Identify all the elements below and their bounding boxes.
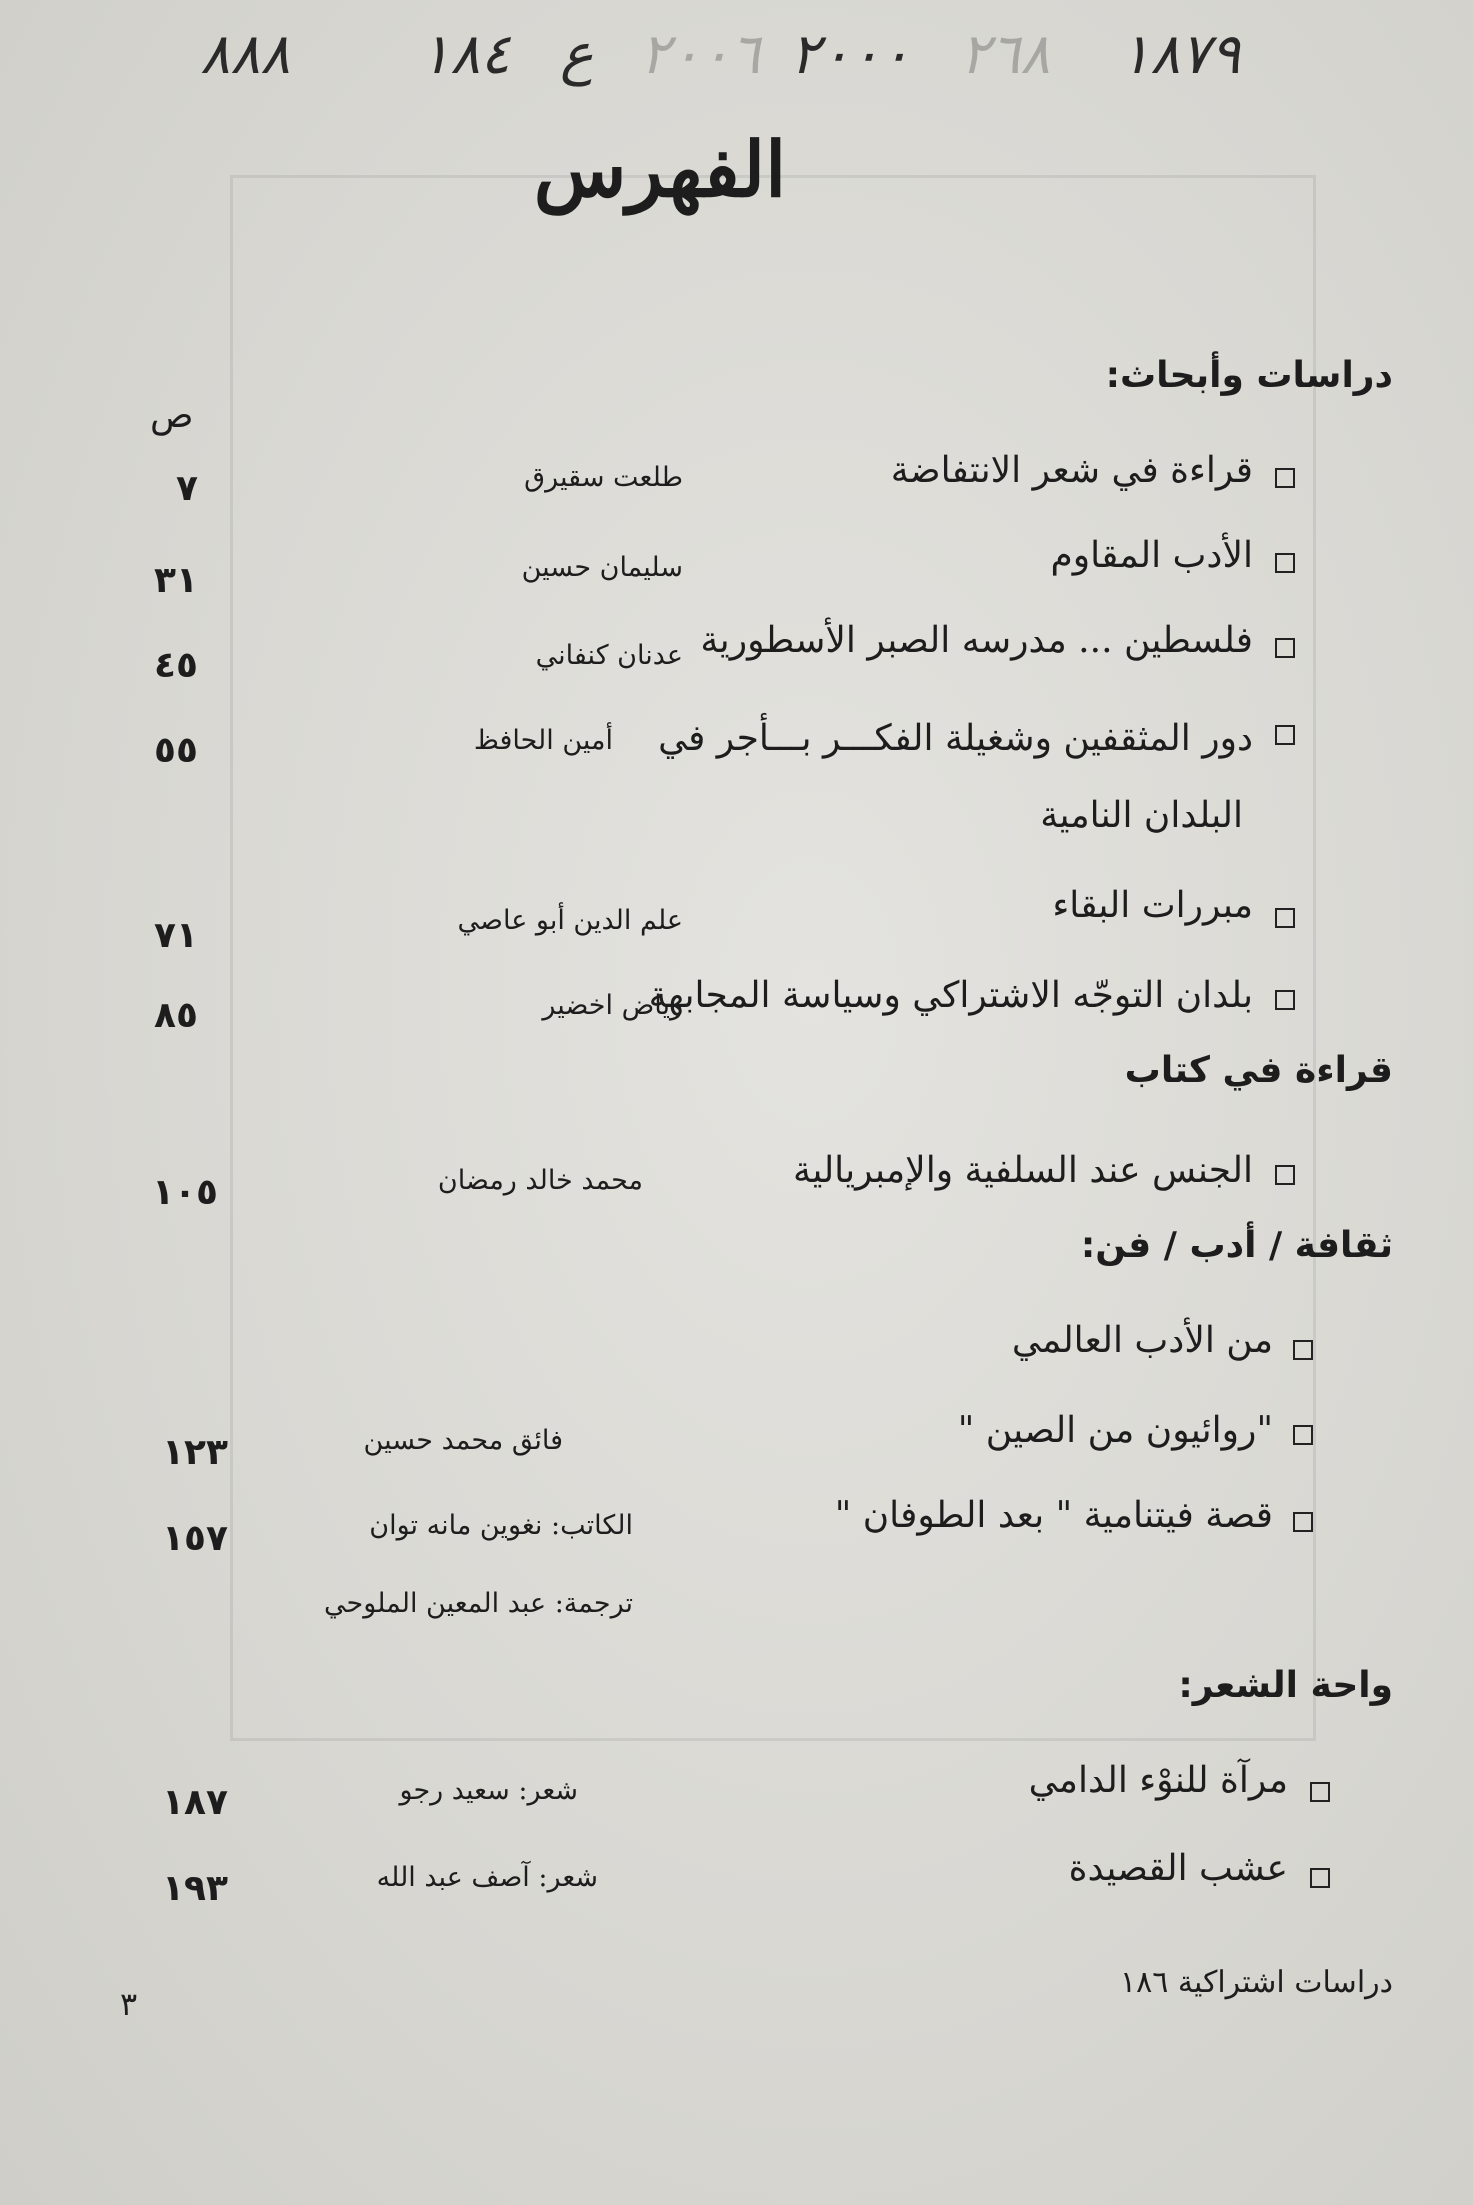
entry-author: طلعت سقيرق: [524, 462, 683, 493]
checkbox-bullet-icon: [1275, 468, 1295, 488]
entry-title: دور المثقفين وشغيلة الفكـــر بـــأجر في: [658, 718, 1253, 759]
entry-title-continued: البلدان النامية: [1040, 795, 1243, 836]
entry-title: قصة فيتنامية " بعد الطوفان ": [834, 1495, 1273, 1536]
entry-title: مبررات البقاء: [1052, 885, 1253, 926]
checkbox-bullet-icon: [1293, 1512, 1313, 1532]
handwritten-note-3: ع: [560, 22, 594, 87]
entry-page: ١٩٣: [162, 1868, 228, 1909]
checkbox-bullet-icon: [1275, 1165, 1295, 1185]
entry-author: شعر: آصف عبد الله: [376, 1862, 598, 1893]
entry-author: فائق محمد حسين: [363, 1425, 563, 1456]
handwritten-note-7: ١٨٧٩: [1120, 22, 1241, 87]
checkbox-bullet-icon: [1310, 1868, 1330, 1888]
section-heading-poetry: واحة الشعر:: [1178, 1665, 1393, 1706]
section-heading-studies: دراسات وأبحاث:: [1105, 355, 1393, 396]
section-heading-culture: ثقافة / أدب / فن:: [1080, 1225, 1393, 1266]
handwritten-note-1: ٨٨٨: [200, 22, 291, 87]
checkbox-bullet-icon: [1275, 553, 1295, 573]
page-title: الفهرس: [533, 125, 787, 214]
entry-title: الجنس عند السلفية والإمبريالية: [793, 1150, 1253, 1191]
entry-author: الكاتب: نغوين مانه توان: [369, 1510, 633, 1541]
entry-page: ٧: [176, 468, 198, 509]
page-column-label: ص: [150, 395, 194, 436]
entry-page: ٧١: [154, 915, 198, 956]
checkbox-bullet-icon: [1275, 725, 1295, 745]
entry-title: عشب القصيدة: [1068, 1848, 1288, 1889]
handwritten-note-6: ٢٦٨: [960, 22, 1051, 87]
handwritten-note-5: ٢٠٠٠: [790, 22, 911, 87]
entry-title: "روائيون من الصين ": [957, 1410, 1273, 1451]
checkbox-bullet-icon: [1275, 908, 1295, 928]
section-heading-book-reading: قراءة في كتاب: [1124, 1050, 1393, 1091]
entry-page: ١٨٧: [162, 1782, 228, 1823]
checkbox-bullet-icon: [1310, 1782, 1330, 1802]
checkbox-bullet-icon: [1293, 1425, 1313, 1445]
entry-author: عدنان كنفاني: [535, 640, 683, 671]
entry-title: فلسطين ... مدرسه الصبر الأسطورية: [700, 620, 1253, 661]
page-number: ٣: [120, 1985, 138, 2023]
checkbox-bullet-icon: [1275, 638, 1295, 658]
entry-page: ٥٥: [154, 730, 198, 771]
handwritten-note-4: ٢٠٠٦: [640, 22, 761, 87]
entry-author: رياض اخضير: [542, 990, 683, 1021]
handwritten-note-2: ١٨٤: [420, 22, 511, 87]
entry-page: ١٥٧: [162, 1518, 228, 1559]
entry-author: علم الدين أبو عاصي: [457, 905, 683, 936]
entry-page: ٤٥: [154, 645, 198, 686]
journal-footer: دراسات اشتراكية ١٨٦: [1120, 1965, 1393, 2000]
entry-page: ٣١: [154, 560, 198, 601]
entry-page: ١٠٥: [152, 1172, 218, 1213]
entry-title: الأدب المقاوم: [1050, 535, 1253, 576]
checkbox-bullet-icon: [1275, 990, 1295, 1010]
entry-title: بلدان التوجّه الاشتراكي وسياسة المجابهة: [648, 975, 1253, 1016]
entry-author: أمين الحافظ: [473, 725, 613, 756]
entry-page: ١٢٣: [162, 1432, 228, 1473]
entry-title: مرآة للنوْء الدامي: [1028, 1760, 1288, 1801]
entry-page: ٨٥: [154, 995, 198, 1036]
entry-author: شعر: سعيد رجو: [399, 1775, 578, 1806]
entry-title: من الأدب العالمي: [1011, 1320, 1273, 1361]
entry-author: محمد خالد رمضان: [437, 1165, 643, 1196]
entry-author: سليمان حسين: [521, 552, 683, 583]
entry-translator: ترجمة: عبد المعين الملوحي: [324, 1588, 633, 1619]
entry-title: قراءة في شعر الانتفاضة: [890, 450, 1253, 491]
checkbox-bullet-icon: [1293, 1340, 1313, 1360]
